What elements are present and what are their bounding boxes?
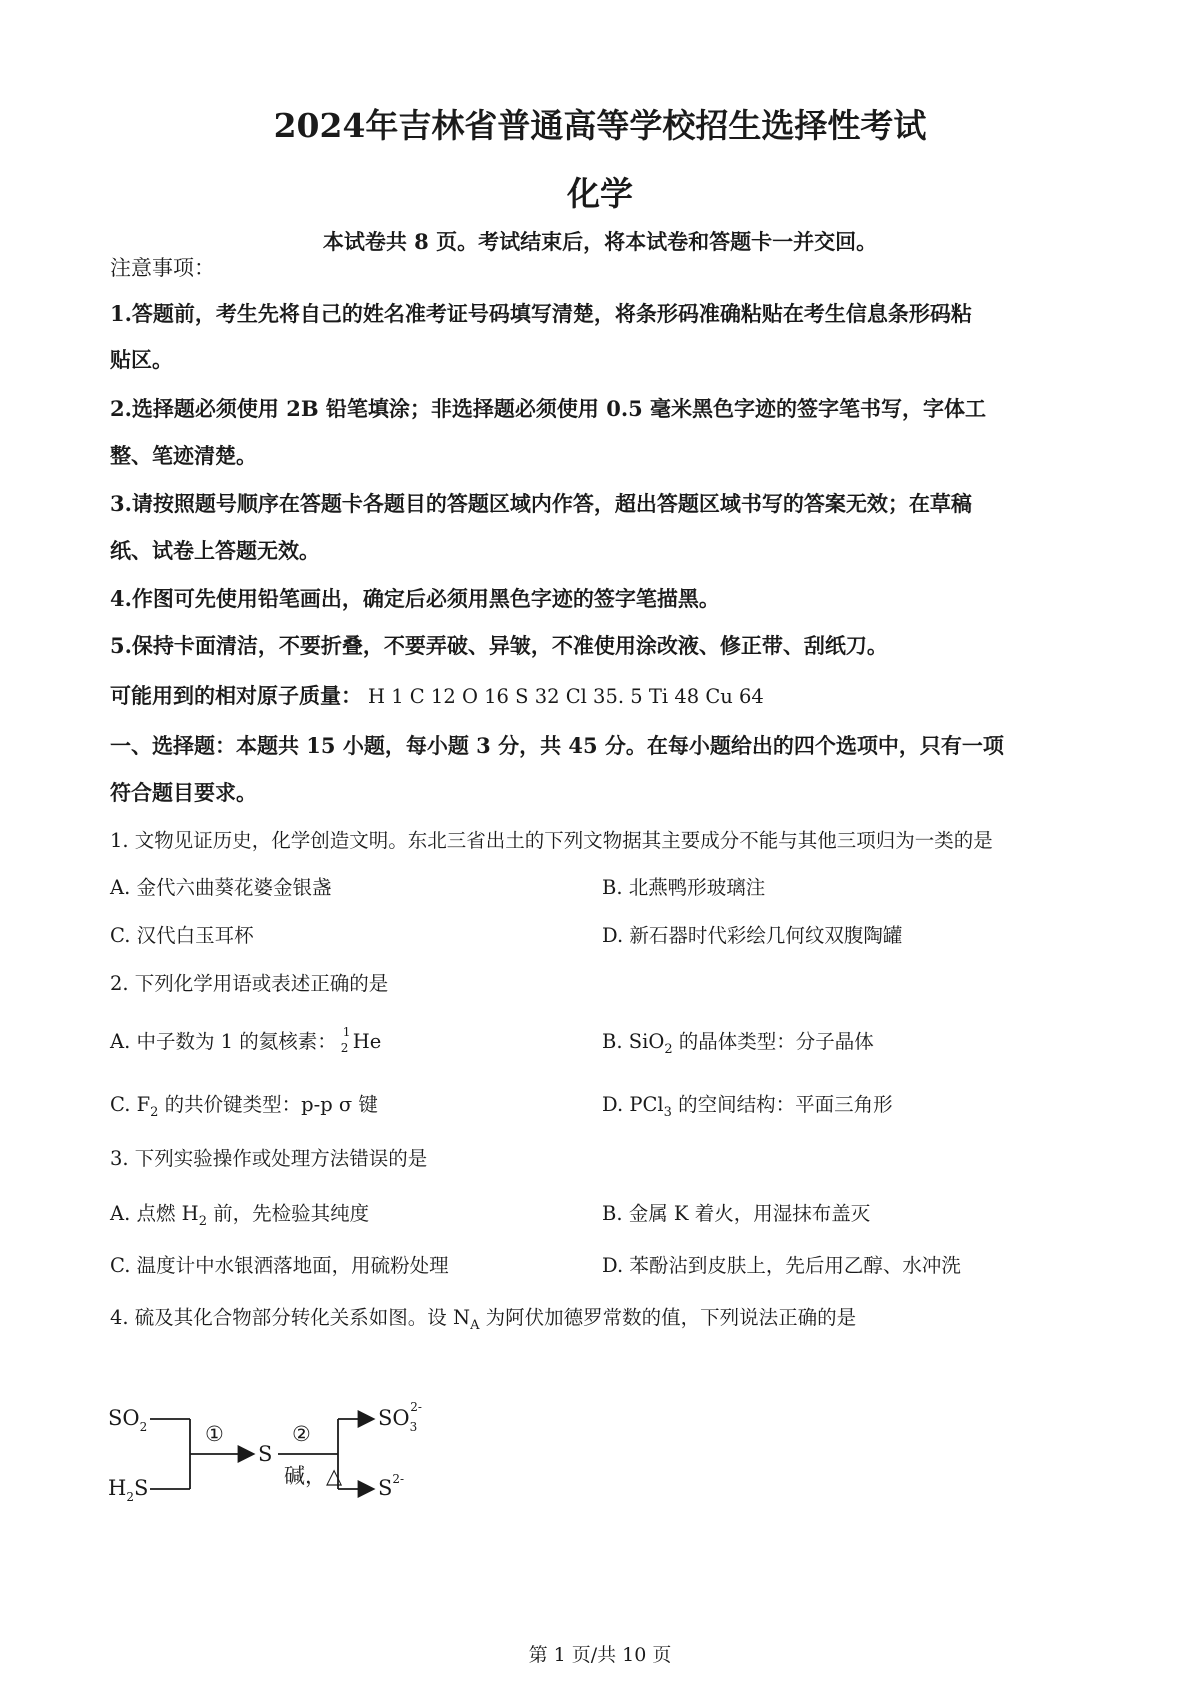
notice-item: 贴区。	[110, 347, 173, 372]
subscript: A	[470, 1317, 480, 1333]
element-symbol: He	[352, 1030, 382, 1053]
notice-item: 2.选择题必须使用 2B 铅笔填涂；非选择题必须使用 0.5 毫米黑色字迹的签字笔书写，字体工	[110, 396, 987, 421]
notice-item: 1.答题前，考生先将自己的姓名准考证号码填写清楚，将条形码准确粘贴在考生信息条形码粘	[110, 301, 972, 326]
notice-item: 纸、试卷上答题无效。	[110, 538, 320, 563]
exam-intro: 本试卷共 8 页。考试结束后，将本试卷和答题卡一并交回。	[322, 229, 878, 254]
atomic-number: 2	[340, 1041, 349, 1055]
option-text: 的空间结构：平面三角形	[671, 1093, 893, 1116]
subscript: 3	[663, 1104, 672, 1120]
atomic-mass-line	[110, 680, 764, 710]
product-sulfite: $SO_32-$	[378, 1400, 422, 1434]
subscript: 2	[664, 1041, 673, 1057]
notice-item: 4.作图可先使用铅笔画出，确定后必须用黑色字迹的签字笔描黑。	[110, 586, 720, 611]
sulfur-conversion-diagram	[100, 1395, 460, 1515]
stem-text: 4. 硫及其化合物部分转化关系如图。设 N	[110, 1306, 471, 1329]
question-1-option-a: A. 金代六曲葵花婆金银盏	[110, 876, 332, 899]
subscript: 2	[198, 1213, 207, 1229]
question-2-option-b	[602, 1026, 874, 1057]
option-text: 前，先检验其纯度	[206, 1202, 370, 1225]
question-1-option-c: C. 汉代白玉耳杯	[110, 924, 254, 947]
question-3-option-d: D. 苯酚沾到皮肤上，先后用乙醇、水冲洗	[602, 1254, 961, 1277]
option-text: D. PCl	[602, 1093, 664, 1116]
notice-item: 5.保持卡面清洁，不要折叠，不要弄破、异皱，不准使用涂改液、修正带、刮纸刀。	[110, 633, 888, 658]
notice-item: 3.请按照题号顺序在答题卡各题目的答题区域内作答，超出答题区域书写的答案无效；在草稿	[110, 491, 972, 516]
question-1-stem: 1. 文物见证历史，化学创造文明。东北三省出土的下列文物据其主要成分不能与其他三项归为一类的是	[110, 829, 993, 852]
reactant-h2s: $H_2S$	[108, 1476, 149, 1504]
intermediate-sulfur: S	[258, 1442, 273, 1466]
atomic-mass-values: H 1 C 12 O 16 S 32 Cl 35. 5 Ti 48 Cu 64	[368, 685, 764, 708]
question-3-stem: 3. 下列实验操作或处理方法错误的是	[110, 1147, 428, 1170]
step-2-label: ②	[292, 1422, 311, 1446]
question-2-option-a	[110, 1026, 381, 1054]
stem-text: 为阿伏加德罗常数的值，下列说法正确的是	[479, 1306, 857, 1329]
option-text: 的共价键类型：p-p σ 键	[158, 1093, 378, 1116]
question-3-option-c: C. 温度计中水银洒落地面，用硫粉处理	[110, 1254, 449, 1277]
notice-item: 整、笔迹清楚。	[110, 443, 257, 468]
question-4-stem	[110, 1302, 856, 1333]
option-text: C. F	[110, 1093, 151, 1116]
mass-number: 1	[342, 1025, 351, 1039]
atomic-mass-label: 可能用到的相对原子质量：	[110, 683, 362, 708]
section-heading: 一、选择题：本题共 15 小题，每小题 3 分，共 45 分。在每小题给出的四个选项中，只有一项	[110, 733, 1004, 758]
option-text: B. SiO	[602, 1030, 665, 1053]
question-2-option-c	[110, 1089, 378, 1120]
step-1-label: ①	[205, 1422, 224, 1446]
option-text: A. 中子数为 1 的氦核素：	[110, 1030, 337, 1053]
question-1-option-b: B. 北燕鸭形玻璃注	[602, 876, 766, 899]
option-text: 的晶体类型：分子晶体	[672, 1030, 874, 1053]
subscript: 2	[150, 1104, 159, 1120]
notice-heading: 注意事项：	[110, 256, 215, 280]
option-text: A. 点燃 H	[110, 1202, 199, 1225]
page-footer: 第 1 页/共 10 页	[528, 1644, 672, 1666]
step-2-condition: 碱，△	[284, 1464, 343, 1488]
exam-title: 2024年吉林省普通高等学校招生选择性考试	[273, 106, 927, 145]
question-1-option-d: D. 新石器时代彩绘几何纹双腹陶罐	[602, 924, 903, 947]
question-2-stem: 2. 下列化学用语或表述正确的是	[110, 972, 389, 995]
subject-title: 化学	[567, 174, 633, 213]
question-3-option-b: B. 金属 K 着火，用湿抹布盖灭	[602, 1202, 871, 1225]
question-2-option-d	[602, 1089, 893, 1120]
nuclide-notation	[337, 1025, 353, 1055]
question-3-option-a	[110, 1198, 369, 1229]
product-sulfide: $S^{2-}$	[378, 1472, 405, 1500]
reactant-so2: $SO_2$	[108, 1406, 148, 1434]
section-heading-cont: 符合题目要求。	[110, 780, 257, 805]
